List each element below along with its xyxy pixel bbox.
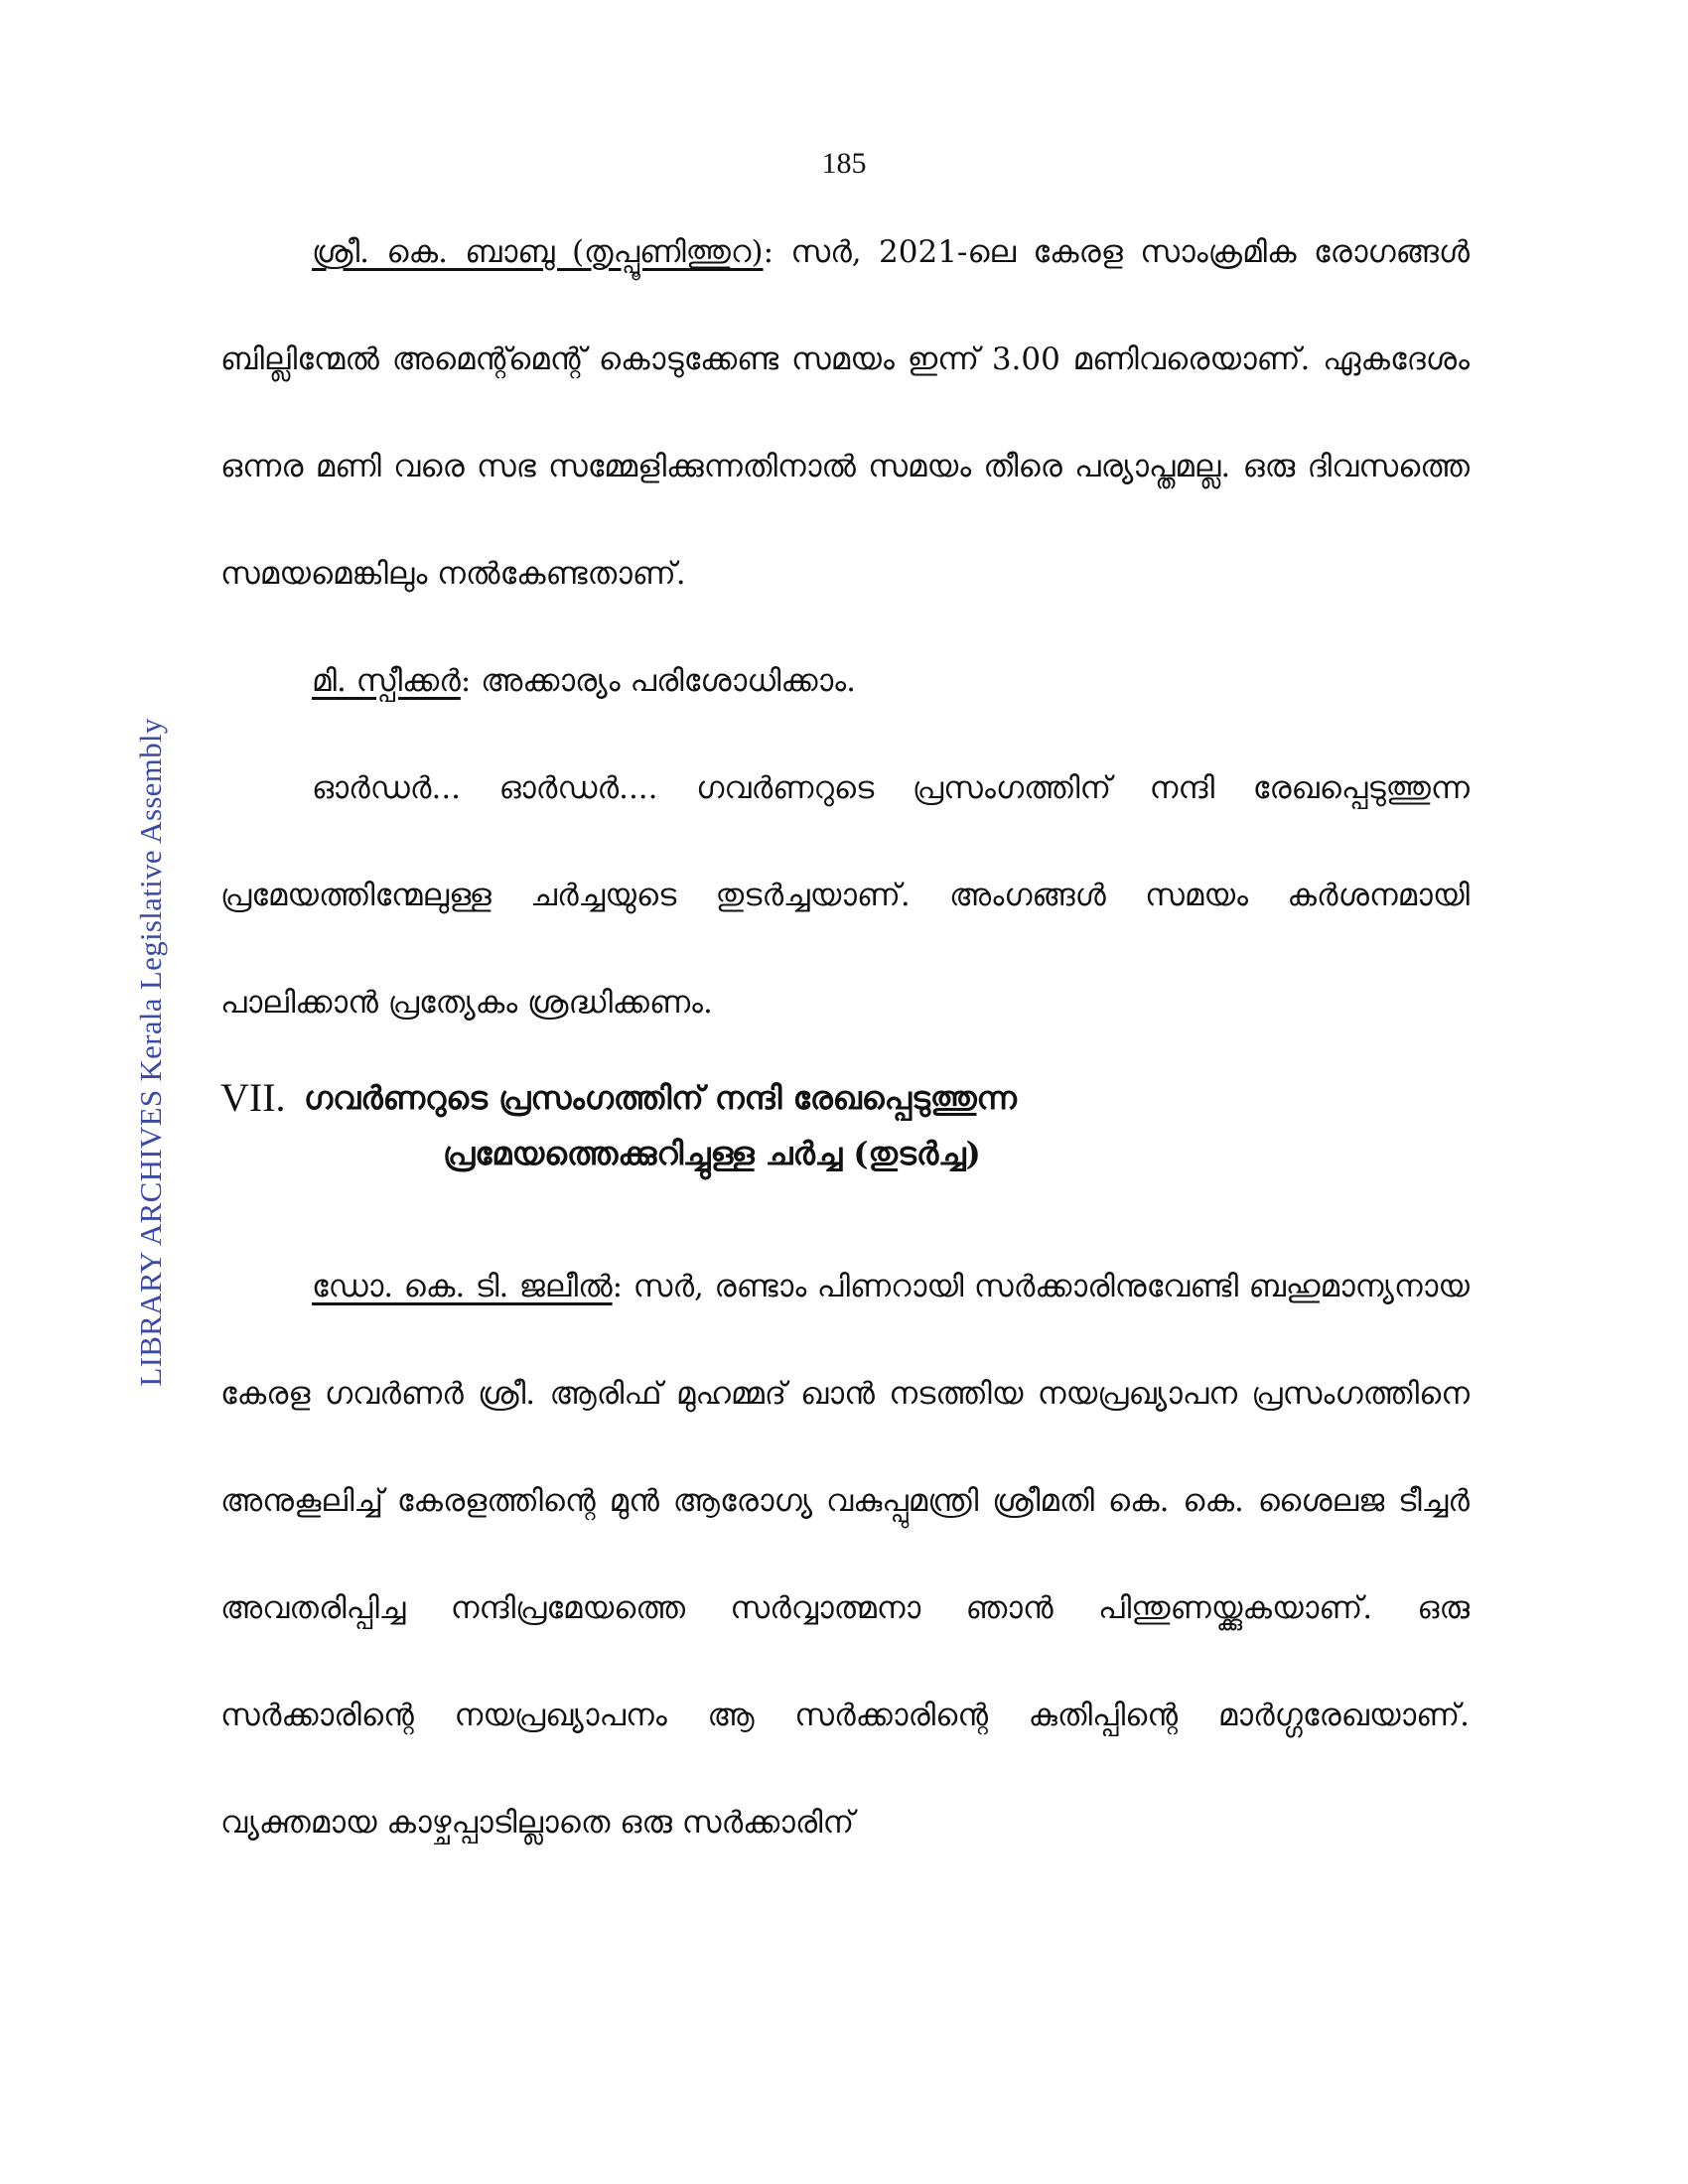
- section-title-line-1: ഗവർണറുടെ പ്രസംഗത്തിന് നന്ദി രേഖപ്പെടുത്തുന്ന: [304, 1079, 1017, 1117]
- document-body: [220, 199, 1470, 1876]
- archive-watermark: LIBRARY ARCHIVES Kerala Legislative Assembly: [133, 718, 168, 1387]
- speech-paragraph-speaker: [220, 627, 1470, 735]
- speech-text: : അക്കാര്യം പരിശോധിക്കാം.: [460, 663, 857, 699]
- speech-paragraph-babu: [220, 199, 1470, 627]
- section-title-line-2: പ്രമേയത്തെക്കുറിച്ചുള്ള ചർച്ച (തുടർച്ച): [443, 1135, 981, 1172]
- section-title: [294, 1070, 1017, 1181]
- speech-paragraph-jaleel: [220, 1233, 1470, 1876]
- speech-text: : സർ, രണ്ടാം പിണറായി സർക്കാരിനുവേണ്ടി ബഹുമാന്യനായ കേരള ഗവർണർ ശ്രീ. ആരിഫ് മുഹമ്മദ് ഖാൻ നടത്തിയ നയപ്രഖ്യാപന പ്രസംഗത്തിനെ അനുകൂലിച്ച് കേരളത്തിന്റെ മുൻ ആരോഗ്യ വകുപ്പുമന്ത്രി ശ്രീമതി കെ. കെ. ശൈലജ ടീച്ചർ അവതരിപ്പിച്ച നന്ദിപ്രമേയത്തെ സർവ്വാത്മനാ ഞാൻ പിന്തുണയ്ക്കുകയാണ്. ഒരു സർക്കാരിന്റെ നയപ്രഖ്യാപനം ആ സർക്കാരിന്റെ കുതിപ്പിന്റെ മാർഗ്ഗരേഖയാണ്. വ്യക്തമായ കാഴ്ചപ്പാടില്ലാതെ ഒരു സർക്കാരിന്: [220, 1269, 1470, 1841]
- speaker-name: ഡോ. കെ. ടി. ജലീൽ: [312, 1269, 613, 1304]
- speech-text: ഓർഡർ... ഓർഡർ.... ഗവർണറുടെ പ്രസംഗത്തിന് നന്ദി രേഖപ്പെടുത്തുന്ന പ്രമേയത്തിന്മേലുള്ള ചർച്ചയുടെ തുടർച്ചയാണ്. അംഗങ്ങൾ സമയം കർശനമായി പാലിക്കാൻ പ്രത്യേകം ശ്രദ്ധിക്കണം.: [220, 770, 1470, 1021]
- section-heading: [220, 1068, 1470, 1181]
- speech-text: : സർ, 2021-ലെ കേരള സാംക്രമിക രോഗങ്ങൾ ബില്ലിന്മേൽ അമെന്റ്മെന്റ് കൊടുക്കേണ്ട സമയം ഇന്ന് 3.00 മണിവരെയാണ്. ഏകദേശം ഒന്നര മണി വരെ സഭ സമ്മേളിക്കുന്നതിനാൽ സമയം തീരെ പര്യാപ്തമല്ല. ഒരു ദിവസത്തെ സമയമെങ്കിലും നൽകേണ്ടതാണ്.: [220, 234, 1470, 592]
- section-number: VII.: [220, 1075, 286, 1120]
- speech-paragraph-order: [220, 735, 1470, 1056]
- page-number: 185: [821, 147, 867, 180]
- speaker-name: ശ്രീ. കെ. ബാബു (തൃപ്പൂണിത്തുറ): [312, 234, 764, 270]
- speaker-name: മി. സ്പീക്കർ: [312, 663, 461, 699]
